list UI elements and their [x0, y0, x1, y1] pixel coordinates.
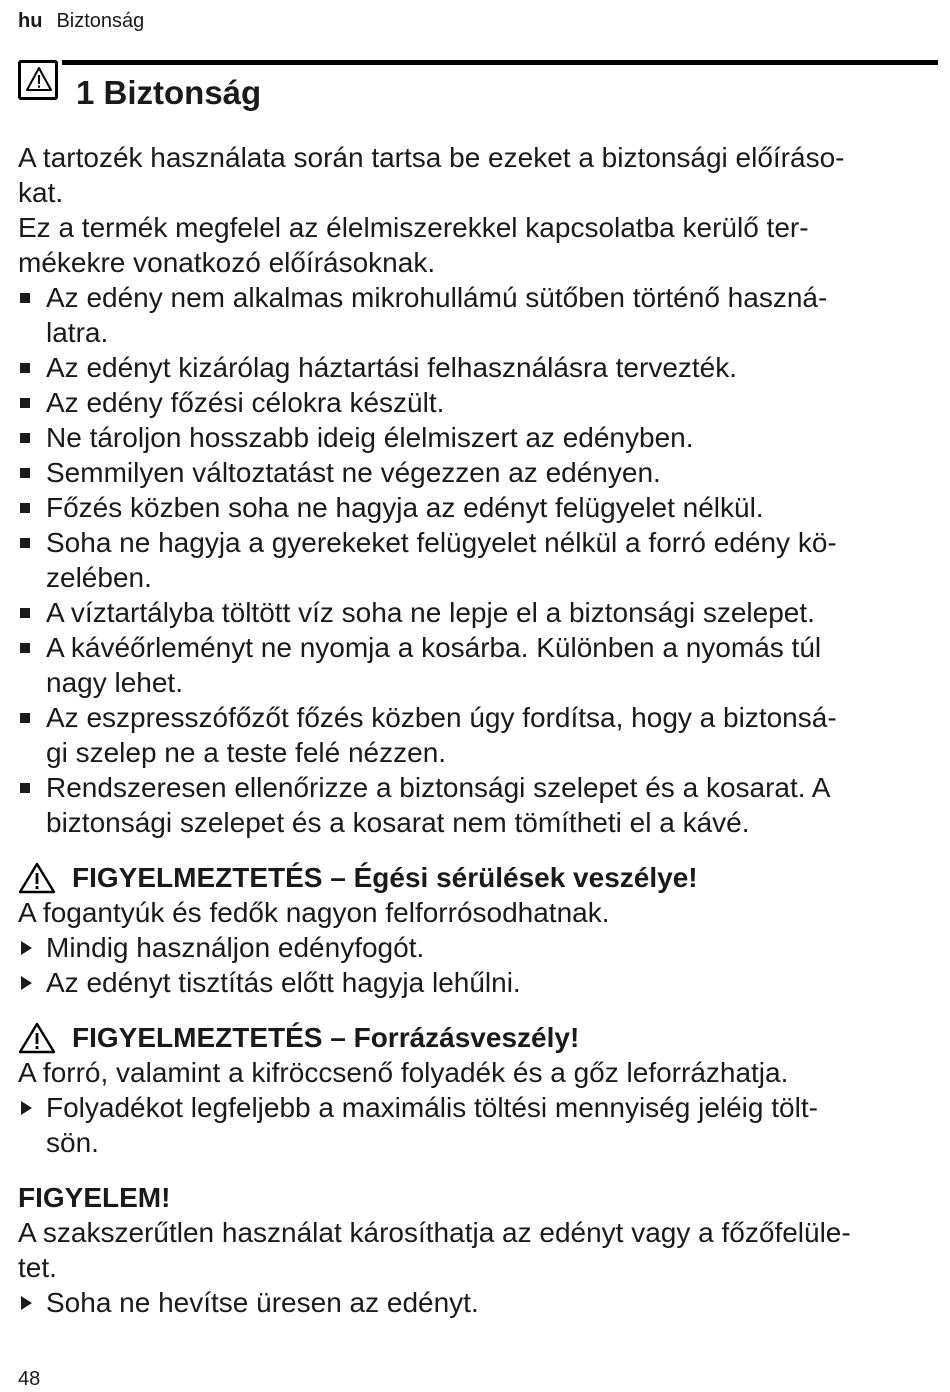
safety-bullet-list	[18, 280, 938, 840]
bullet-square-icon	[20, 468, 30, 478]
warning-heading-burn: FIGYELMEZTETÉS – Égési sérülések veszélye!	[18, 860, 938, 895]
warning-text: A forró, valamint a kifröccsenő folyadék és a gőz leforrázhatja.	[18, 1057, 789, 1088]
list-item: Soha ne hevítse üresen az edényt.	[18, 1285, 938, 1320]
bullet-square-icon	[20, 363, 30, 373]
warning-triangle-icon	[18, 862, 56, 894]
list-item: Folyadékot legfeljebb a maximális töltési mennyiség jeléig tölt- sön.	[18, 1090, 938, 1160]
notice-text: A szakszerűtlen használat károsíthatja az edényt vagy a főzőfelüle- tet.	[18, 1217, 851, 1283]
arrow-right-icon	[21, 976, 32, 990]
intro-paragraph: A tartozék használata során tartsa be ezeket a biztonsági előíráso- kat.	[18, 142, 845, 208]
running-header	[18, 10, 144, 33]
warning-triangle-icon	[18, 1022, 56, 1054]
arrow-right-icon	[21, 1296, 32, 1310]
warning-action-list	[18, 1090, 938, 1160]
bullet-square-icon	[20, 433, 30, 443]
bullet-square-icon	[20, 643, 30, 653]
page-title: 1 Biztonság	[76, 74, 262, 111]
bullet-square-icon	[20, 713, 30, 723]
section-name: Biztonság	[56, 10, 145, 32]
bullet-square-icon	[20, 398, 30, 408]
bullet-square-icon	[20, 538, 30, 548]
bullet-square-icon	[20, 293, 30, 303]
bullet-square-icon	[20, 608, 30, 618]
arrow-right-icon	[21, 941, 32, 955]
warning-heading-scald: FIGYELMEZTETÉS – Forrázásveszély!	[18, 1020, 938, 1055]
warning-action-list	[18, 930, 938, 1000]
list-item: Ne tároljon hosszabb ideig élelmiszert az edényben.	[18, 420, 938, 455]
list-item: Semmilyen változtatást ne végezzen az edényen.	[18, 455, 938, 490]
arrow-right-icon	[21, 1101, 32, 1115]
list-item: Az edény nem alkalmas mikrohullámú sütőben történő haszná- latra.	[18, 280, 938, 350]
bullet-square-icon	[20, 783, 30, 793]
list-item: A kávéőrleményt ne nyomja a kosárba. Különben a nyomás túl nagy lehet.	[18, 630, 938, 700]
list-item: Soha ne hagyja a gyerekeket felügyelet nélkül a forró edény kö- zelében.	[18, 525, 938, 595]
list-item: Főzés közben soha ne hagyja az edényt felügyelet nélkül.	[18, 490, 938, 525]
section-rule	[62, 60, 938, 65]
list-item: Mindig használjon edényfogót.	[18, 930, 938, 965]
list-item: Rendszeresen ellenőrizze a biztonsági szelepet és a kosarat. A biztonsági szelepet és a kosarat nem tömítheti el a kávé.	[18, 770, 938, 840]
warning-text: A fogantyúk és fedők nagyon felforrósodhatnak.	[18, 897, 610, 928]
warning-box-icon	[18, 60, 58, 100]
list-item: Az edényt kizárólag háztartási felhasználásra tervezték.	[18, 350, 938, 385]
notice-heading: FIGYELEM!	[18, 1182, 171, 1213]
list-item: Az edény főzési célokra készült.	[18, 385, 938, 420]
notice-action-list	[18, 1285, 938, 1320]
page-number: 48	[18, 1368, 41, 1390]
list-item: Az edényt tisztítás előtt hagyja lehűlni.	[18, 965, 938, 1000]
list-item: A víztartályba töltött víz soha ne lepje el a biztonsági szelepet.	[18, 595, 938, 630]
list-item: Az eszpresszófőzőt főzés közben úgy fordítsa, hogy a biztonsá- gi szelep ne a teste felé nézzen.	[18, 700, 938, 770]
language-code: hu	[18, 10, 43, 32]
intro-paragraph: Ez a termék megfelel az élelmiszerekkel kapcsolatba kerülő ter- mékekre vonatkozó előírásoknak.	[18, 212, 809, 278]
safety-content	[18, 140, 938, 1320]
bullet-square-icon	[20, 503, 30, 513]
